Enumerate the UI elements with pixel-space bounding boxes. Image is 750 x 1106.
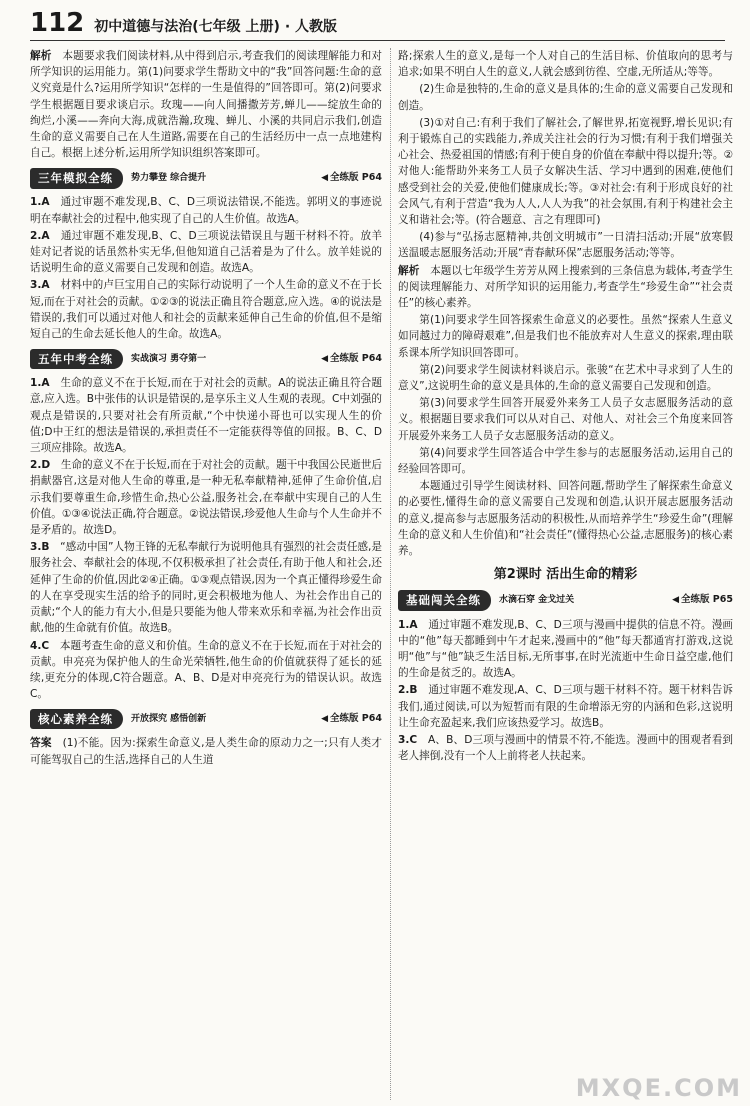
watermark-logo: MXQE.COM [575, 1074, 742, 1102]
item-text: “感动中国”人物王锋的无私奉献行为说明他具有强烈的社会责任感,是服务社会、奉献社会的体现,不仅积极承担了社会责任,有助于他人和社会,还延伸了生命的价值,因此②④正确。①③观点错误,因为一个真正懂得珍爱生命的人在享受现实生活的给予的同时,更会积极地为他人、为社会作出自己的贡献;“个人的能力有大小,但是只要能为他人带来欢乐和幸福,为社会作出贡献,他的生命就有价值。故选B。 [30, 541, 382, 635]
item-number: 1.A [30, 196, 50, 209]
analysis-part-1: 第(1)问要求学生回答探索生命意义的必要性。虽然“探索人生意义如同越过力的障碍艰难”,但是我们也不能放弃对人生意义的探索,理由联系课本所学知识回答即可。 [398, 314, 733, 359]
page-number: 112 [30, 8, 85, 38]
banner-title: 基础闯关全练 [398, 590, 491, 610]
banner-subtitle: 势力攀登 综合提升 [131, 173, 207, 184]
book-title: 初中道德与法治(七年级 上册) · 人教版 [94, 19, 338, 35]
banner-subtitle: 水滴石穿 金戈过关 [499, 595, 575, 606]
analysis-paragraph [30, 48, 382, 161]
section-banner [398, 591, 733, 611]
analysis-text: 本题以七年级学生芳芳从网上搜索到的三条信息为载体,考查学生的阅读理解能力、对所学知识的运用能力,考查学生“珍爱生命”“社会责任”的核心素养。 [398, 264, 733, 310]
item-number: 3.B [30, 541, 50, 554]
banner-page-ref: 全练版 P64 [330, 353, 382, 365]
item-number: 4.C [30, 639, 50, 652]
right-column [398, 48, 733, 1100]
analysis-label: 解析 [30, 50, 52, 62]
analysis-part-4: 第(4)问要求学生回答适合中学生参与的志愿服务活动,运用自己的经验回答即可。 [398, 446, 733, 476]
answer-continued: 路;探索人生的意义,是每一个人对自己的生活目标、价值取向的思考与追求;如果不明白人生的意义,人就会感到彷徨、空虚,无所适从;等等。 [398, 50, 733, 79]
answer-part-2: (2)生命是独特的,生命的意义是具体的;生命的意义需要自己发现和创造。 [398, 83, 733, 112]
banner-subtitle: 开放探究 感悟创新 [131, 714, 207, 725]
item-number: 1.A [398, 618, 418, 631]
answer-text: (1)不能。因为:探索生命意义,是人类生命的原动力之一;只有人类才可能驾驭自己的生活,选择自己的人生道 [30, 737, 382, 766]
answer-item [398, 682, 733, 731]
item-text: 生命的意义不在于长短,而在于对社会的贡献。A的说法正确且符合题意,应入选。B中张伟的认识是错误的,是享乐主义人生观的表现。C中刘强的观点是错误的,只要对社会有所贡献,“个中快递小哥也可以实现人生的价值;D中王红的想法是错误的,承担责任不一定能获得等值的回报。B、C、D三项应排除。故选A。 [30, 377, 382, 455]
analysis-part-2: 第(2)问要求学生阅读材料谈启示。张骏“在艺术中寻求到了人生的意义”,这说明生命的意义是具体的,生命的意义需要自己发现和创造。 [398, 363, 733, 393]
banner-title: 五年中考全练 [30, 349, 123, 369]
answer-part-4: (4)参与“弘扬志愿精神,共创文明城市”一日清扫活动;开展“放寒假送温暖志愿服务活动;开展“青春献环保”志愿服务活动;等等。 [398, 231, 733, 260]
left-column [30, 48, 382, 1100]
banner-page-ref: 全练版 P64 [330, 713, 382, 725]
item-number: 2.B [398, 684, 418, 697]
item-text: 本题考查生命的意义和价值。生命的意义不在于长短,而在于对社会的贡献。申亮亮为保护他人的生命光荣牺牲,他生命的价值就获得了延长的延续,更充分的体现,C符合题意。A、B、D是对申亮亮行为的错误认识。故选C。 [30, 639, 382, 701]
item-text: 通过审题不难发现,B、C、D三项说法错误且与题干材料不符。放羊娃对记者说的话虽然朴实无华,但他知道自己活着是为了什么。放羊娃说的话说明生命的意义需要自己发现和创造。故选A。 [30, 229, 382, 275]
page-header [30, 8, 720, 38]
answer-item [30, 539, 382, 636]
column-divider [390, 48, 391, 1100]
answer-item [30, 194, 382, 226]
pointer-icon: ◀ [321, 714, 328, 725]
answer-item [30, 638, 382, 703]
banner-page-ref: 全练版 P64 [330, 172, 382, 184]
pointer-icon: ◀ [321, 173, 328, 184]
item-number: 3.C [398, 733, 418, 746]
section-banner [30, 709, 382, 729]
answer-part-3: (3)①对自己:有利于我们了解社会,了解世界,拓宽视野,增长见识;有利于锻炼自己的实践能力,养成关注社会的行为习惯;有利于我们增强关心社会、热爱祖国的情感;有利于使自身的价值在奉献中得以提升;等。②对他人:能帮助外来务工人员子女解决生活、学习中遇到的困难,使他们感受到社会的关爱,使他们健康成长;等。③对社会:有利于形成良好的社会风气,有利于营造“我为人人,人人为我”的社会氛围,有利于构建社会主义和谐社会;等。(符合题意、言之有理即可) [398, 116, 733, 227]
analysis-summary: 本题通过引导学生阅读材料、回答问题,帮助学生了解探索生命意义的必要性,懂得生命的意义需要自己发现和创造,认识开展志愿服务活动的意义,提高参与志愿服务活动的积极性,从而培养学生“珍爱生命”(理解生命的意义和人生价值)和“社会责任”(懂得热心公益,志愿服务)的核心素养。 [398, 480, 733, 558]
answer-item [398, 732, 733, 764]
banner-title: 三年模拟全练 [30, 168, 123, 188]
banner-page-ref: 全练版 P65 [681, 594, 733, 606]
item-text: 材料中的卢巨宝用自己的实际行动说明了一个人生命的意义不在于长短,而在于对社会的贡献。①②③的说法正确且符合题意,应入选。④的说法是错误的,我们可以通过对他人和社会的贡献来延伸自己生命的价值,但不是缩短自己的生命去延长他人的生命。故选A。 [30, 279, 382, 341]
pointer-icon: ◀ [321, 354, 328, 365]
item-number: 2.D [30, 459, 51, 472]
item-number: 2.A [30, 229, 50, 242]
item-text: A、B、D三项与漫画中的情景不符,不能选。漫画中的围观者看到老人摔倒,没有一个人上前将老人扶起来。 [398, 733, 733, 763]
header-rule [30, 40, 725, 41]
pointer-icon: ◀ [672, 595, 679, 606]
item-text: 通过审题不难发现,B、C、D三项说法错误,不能选。郭明义的事迹说明在奉献社会的过程中,他实现了自己的人生价值。故选A。 [30, 196, 382, 225]
answer-item [30, 375, 382, 456]
analysis-label: 解析 [398, 264, 420, 277]
analysis-paragraph [398, 263, 733, 312]
analysis-text: 本题要求我们阅读材料,从中得到启示,考查我们的阅读理解能力和对所学知识的运用能力。第(1)问要求学生帮助文中的“我”回答问题:生命的意义究竟是什么?运用所学知识“怎样的一生是值得的”回答即可。第(2)问要求学生根据题目要求谈启示。玫瑰——向人间播撒芳芳,蝉儿——绽放生命的绚烂,小溪——奔向大海,成就浩瀚,玫瑰、蝉儿、小溪的共同启示我们,创造生命的意义需要自己在人生道路,需要在自己的生活经历中一点一点地建构自己。根据上述分析,运用所学知识组织答案即可。 [30, 50, 382, 160]
answer-item [30, 457, 382, 538]
item-text: 生命的意义不在于长短,而在于对社会的贡献。题干中我国公民逝世后捐献器官,这是对他人生命的尊重,是一种无私奉献精神,延伸了生命价值,启示我们要尊重生命,珍惜生命,热心公益,服务社会,在奉献中实现自己的人生价值。①③④说法正确,符合题意。②说法错误,珍爱他人生命与个人生命并不是矛盾的。故选D。 [30, 459, 382, 537]
answer-item [398, 617, 733, 682]
answer-paragraph [30, 735, 382, 767]
analysis-part-3: 第(3)问要求学生回答开展爱外来务工人员子女志愿服务活动的意义。根据题目要求我们可以从对自己、对他人、对社会三个角度来回答开展爱外来务工人员子女志愿服务活动的意义。 [398, 397, 733, 442]
section-banner [30, 349, 382, 369]
lesson-title: 第2课时 活出生命的精彩 [493, 567, 638, 583]
item-number: 1.A [30, 377, 50, 390]
section-banner [30, 168, 382, 188]
banner-title: 核心素养全练 [30, 709, 123, 729]
item-text: 通过审题不难发现,A、C、D三项与题干材料不符。题干材料告诉我们,通过阅读,可以为短暂而有限的生命增添无穷的内涵和色彩,这说明让生命充盈起来,我们应该热爱学习。故选B。 [398, 684, 733, 729]
item-text: 通过审题不难发现,B、C、D三项与漫画中提供的信息不符。漫画中的“他”每天都睡到中午才起来,漫画中的“他”每天都通宵打游戏,这说明“他”与“他”缺乏生活目标,无所事事,在时光流逝中生命日益空虚,他们的生命是贫乏的。故选A。 [398, 618, 733, 680]
banner-subtitle: 实战演习 勇夺第一 [131, 354, 207, 365]
answer-label: 答案 [30, 737, 52, 750]
answer-item [30, 228, 382, 277]
answer-item [30, 277, 382, 342]
item-number: 3.A [30, 279, 50, 292]
